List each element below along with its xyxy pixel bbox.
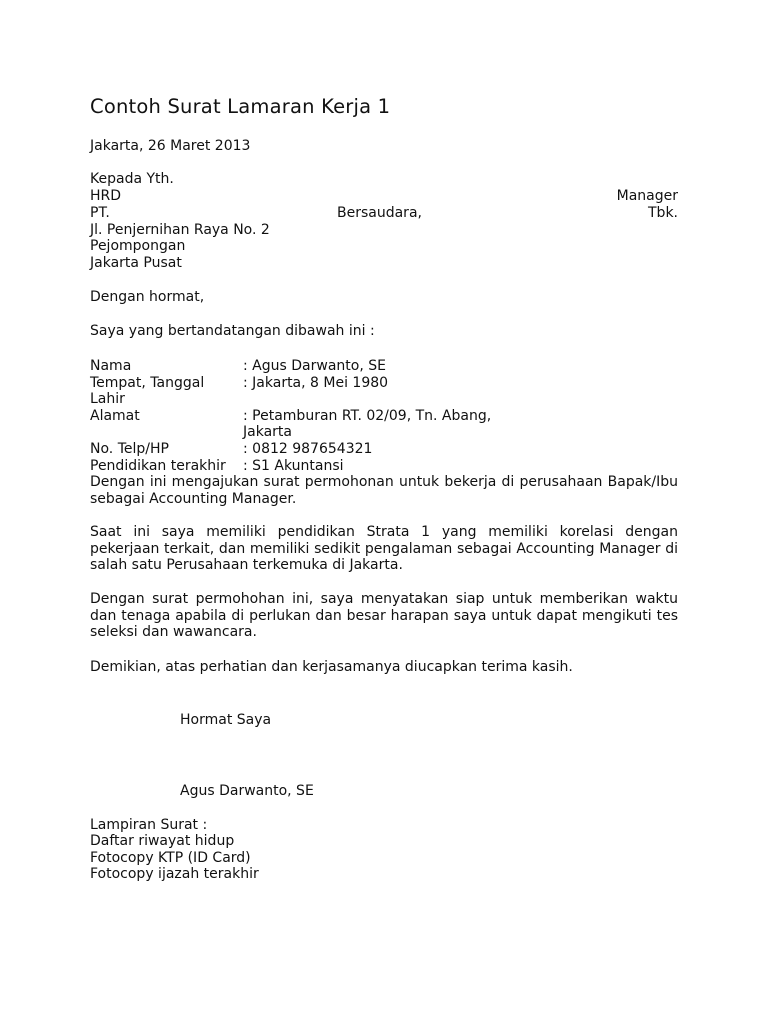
info-value-name: : Agus Darwanto, SE (243, 358, 386, 374)
info-row-education (90, 458, 678, 475)
recipient-company-line (90, 205, 678, 222)
info-value-education: : S1 Akuntansi (243, 458, 344, 474)
info-label-birth: Tempat, Tanggal (90, 375, 205, 391)
attachments-heading: Lampiran Surat : (90, 817, 208, 833)
body-paragraph-2: Saat ini saya memiliki pendidikan Strata 1 yang memiliki korelasi dengan pekerjaan terkait, dan memiliki sedikit pengalaman sebagai Accounting Manager di salah satu Perusahaan terkemuka di Jakarta. (90, 524, 678, 574)
body-paragraph-1: Dengan ini mengajukan surat permohonan untuk bekerja di perusahaan Bapak/Ibu sebagai Accounting Manager. (90, 474, 678, 507)
info-label-name: Nama (90, 358, 132, 374)
info-label-phone: No. Telp/HP (90, 441, 169, 457)
body-paragraph-4: Demikian, atas perhatian dan kerjasamanya diucapkan terima kasih. (90, 659, 573, 675)
recipient-address-street: Jl. Penjernihan Raya No. 2 (90, 222, 270, 238)
recipient-hrd-right: Manager (616, 188, 678, 204)
closing-line: Hormat Saya (180, 712, 272, 728)
info-value-address: : Petamburan RT. 02/09, Tn. Abang, (243, 408, 492, 424)
recipient-pt-left: PT. (90, 205, 110, 221)
attachment-item: Fotocopy KTP (ID Card) (90, 850, 251, 866)
body-paragraph-3: Dengan surat permohohan ini, saya menyatakan siap untuk memberikan waktu dan tenaga apabila di perlukan dan besar harapan saya untuk dapat mengikuti tes seleksi dan wawancara. (90, 591, 678, 641)
info-row-birth (90, 375, 678, 392)
recipient-address-area: Pejompongan (90, 238, 186, 254)
recipient-pt-right: Tbk. (648, 205, 678, 221)
recipient-hrd-left: HRD (90, 188, 122, 204)
salutation: Dengan hormat, (90, 289, 205, 305)
date-line: Jakarta, 26 Maret 2013 (90, 138, 251, 154)
info-row-phone (90, 441, 678, 458)
attachment-item: Fotocopy ijazah terakhir (90, 866, 259, 882)
info-label-birth-cont: Lahir (90, 391, 125, 407)
info-value-phone: : 0812 987654321 (243, 441, 373, 457)
info-row-address (90, 408, 678, 425)
info-value-address-cont: Jakarta (243, 424, 292, 440)
info-row-name (90, 358, 678, 375)
recipient-hrd-line (90, 188, 678, 205)
intro-line: Saya yang bertandatangan dibawah ini : (90, 323, 375, 339)
info-row-birth-cont (90, 391, 678, 408)
recipient-pt-middle: Bersaudara, (337, 205, 422, 221)
info-label-address: Alamat (90, 408, 140, 424)
page-title: Contoh Surat Lamaran Kerja 1 (90, 95, 391, 118)
recipient-address-city: Jakarta Pusat (90, 255, 182, 271)
info-label-education: Pendidikan terakhir (90, 458, 226, 474)
info-value-birth: : Jakarta, 8 Mei 1980 (243, 375, 389, 391)
signature-name: Agus Darwanto, SE (180, 783, 314, 799)
info-row-address-cont (90, 424, 678, 441)
recipient-greeting: Kepada Yth. (90, 171, 174, 187)
attachment-item: Daftar riwayat hidup (90, 833, 235, 849)
